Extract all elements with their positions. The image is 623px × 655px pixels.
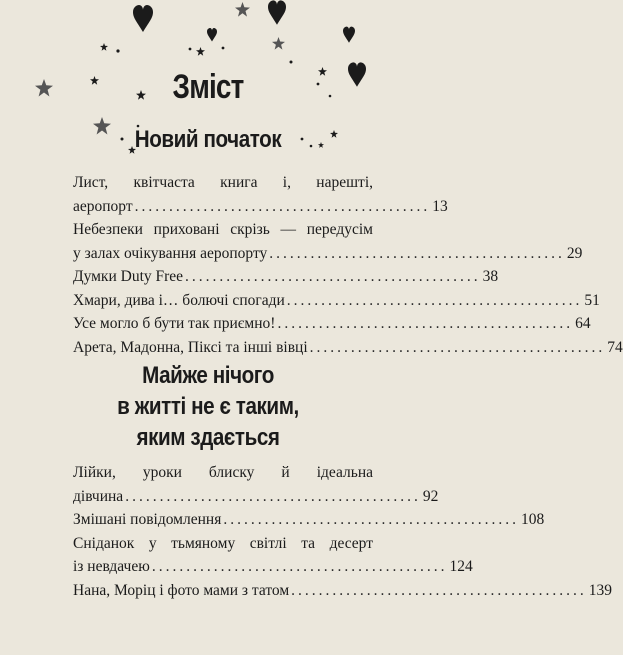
toc-page-number: 13 bbox=[432, 197, 448, 215]
toc-entry-title: Нана, Моріц і фото мами з татом bbox=[73, 581, 290, 599]
toc-entry-title: дівчина bbox=[73, 487, 124, 505]
leader-dots: ........................................... bbox=[291, 581, 587, 599]
toc-entry-title: Хмари, дива і… болючі спогади bbox=[73, 291, 285, 309]
toc-entry-title: Думки Duty Free bbox=[73, 268, 184, 285]
toc-entry bbox=[73, 508, 545, 532]
toc-page-number: 92 bbox=[422, 487, 439, 505]
leader-dots: ........................................... bbox=[223, 511, 519, 528]
toc-entry bbox=[73, 336, 623, 360]
toc-entry-title: у залах очікування аеропорту bbox=[73, 244, 268, 262]
section-title-2-line: яким здається bbox=[136, 424, 280, 451]
toc-entry bbox=[73, 289, 600, 313]
toc-page-number: 74 bbox=[607, 338, 623, 356]
leader-dots: ........................................... bbox=[277, 315, 574, 332]
leader-dots: ........................................... bbox=[286, 291, 583, 309]
toc-entry bbox=[73, 265, 499, 289]
toc-entry-title: Арета, Мадонна, Піксі та інші вівці bbox=[73, 338, 308, 356]
leader-dots: ........................................... bbox=[185, 268, 481, 285]
toc-entry-title: Змішані повідомлення bbox=[73, 511, 222, 528]
leader-dots: ........................................... bbox=[151, 558, 448, 575]
leader-dots: ........................................... bbox=[269, 244, 565, 262]
toc-page-number: 38 bbox=[482, 268, 499, 285]
toc-page-number: 64 bbox=[575, 315, 591, 332]
page-title: Зміст bbox=[172, 68, 244, 106]
toc-entry bbox=[73, 461, 439, 508]
toc-page-number: 124 bbox=[449, 558, 473, 575]
toc-entry-title: Усе могло б бути так приємно! bbox=[73, 315, 276, 332]
toc-entry bbox=[73, 312, 591, 336]
toc-entry-line: Лійки, уроки блиску й ідеальна bbox=[73, 464, 373, 481]
toc-entry bbox=[73, 218, 583, 265]
toc-page-number: 108 bbox=[520, 511, 545, 528]
toc-entry-line: Сніданок у тьмяному світлі та десерт bbox=[73, 534, 373, 552]
toc-entry-line: Лист, квітчаста книга і, нарешті, bbox=[73, 174, 373, 191]
section-title-1: Новий початок bbox=[134, 126, 282, 153]
toc-entry bbox=[73, 532, 473, 579]
toc-entry bbox=[73, 579, 613, 603]
section-title-2 bbox=[29, 360, 387, 453]
toc-entry-title: із невдачею bbox=[73, 558, 150, 575]
toc-page-number: 51 bbox=[584, 291, 600, 309]
leader-dots: ........................................... bbox=[134, 197, 431, 215]
leader-dots: ........................................... bbox=[309, 338, 606, 356]
toc-page-number: 139 bbox=[588, 581, 613, 599]
leader-dots: ........................................... bbox=[125, 487, 421, 505]
toc-entry-title: аеропорт bbox=[73, 197, 133, 215]
section-title-2-line: в житті не є таким, bbox=[117, 393, 299, 420]
section-title-2-line: Майже нічого bbox=[142, 362, 274, 389]
toc-list-2 bbox=[73, 461, 613, 602]
toc-page-number: 29 bbox=[566, 244, 583, 262]
toc-list-1 bbox=[73, 171, 623, 359]
toc-entry-line: Небезпеки приховані скрізь — передусім bbox=[73, 221, 373, 238]
toc-entry bbox=[73, 171, 448, 218]
